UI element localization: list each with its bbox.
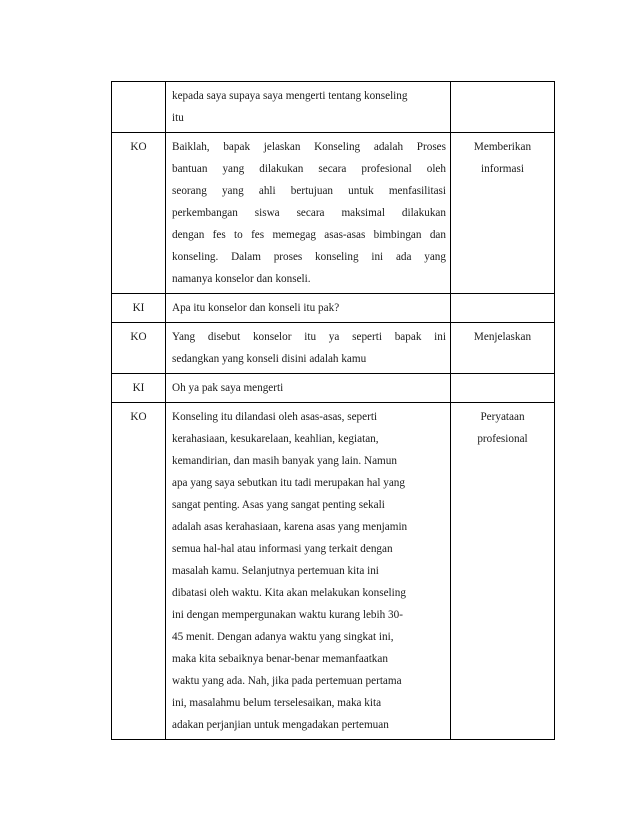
utterance-line: kepada saya supaya saya mengerti tentang konseling bbox=[172, 90, 408, 102]
note-line: Menjelaskan bbox=[473, 331, 532, 343]
utterance-line: ini dengan mempergunakan waktu kurang lebih 30- bbox=[172, 609, 403, 621]
utterance-line: kemandirian, dan masih banyak yang lain. Namun bbox=[172, 455, 397, 467]
utterance-line: seorang yang ahli bertujuan untuk menfasilitasi bbox=[172, 185, 446, 197]
utterance-line: dengan fes to fes memegag asas-asas bimbingan dan bbox=[172, 229, 446, 241]
utterance-line: Oh ya pak saya mengerti bbox=[172, 382, 284, 394]
utterance-line: adalah asas kerahasiaan, karena asas yang menjamin bbox=[172, 521, 408, 533]
transcript-row bbox=[112, 374, 555, 403]
utterance-cell bbox=[166, 374, 451, 403]
transcript-row bbox=[112, 133, 555, 294]
note-cell bbox=[451, 82, 555, 133]
utterance-line: sedangkan yang konseli disini adalah kamu bbox=[172, 353, 367, 365]
note-line: profesional bbox=[477, 433, 528, 445]
note-cell bbox=[451, 403, 555, 740]
transcript-row bbox=[112, 403, 555, 740]
utterance-cell bbox=[166, 82, 451, 133]
speaker-cell: KI bbox=[112, 294, 166, 323]
utterance-line: itu bbox=[172, 112, 184, 124]
speaker-cell: KI bbox=[112, 374, 166, 403]
speaker-cell: KO bbox=[112, 323, 166, 374]
utterance-line: konseling. Dalam proses konseling ini ada yang bbox=[172, 251, 446, 263]
note-cell bbox=[451, 323, 555, 374]
note-cell bbox=[451, 294, 555, 323]
utterance-cell bbox=[166, 294, 451, 323]
utterance-line: Yang disebut konselor itu ya seperti bapak ini bbox=[172, 331, 446, 343]
note-line: informasi bbox=[481, 163, 524, 175]
utterance-line: kerahasiaan, kesukarelaan, keahlian, kegiatan, bbox=[172, 433, 379, 445]
utterance-line: perkembangan siswa secara maksimal dilakukan bbox=[172, 207, 446, 219]
note-cell bbox=[451, 133, 555, 294]
utterance-line: 45 menit. Dengan adanya waktu yang singkat ini, bbox=[172, 631, 394, 643]
speaker-cell: KO bbox=[112, 133, 166, 294]
note-cell bbox=[451, 374, 555, 403]
note-line: Memberikan bbox=[473, 141, 532, 153]
utterance-line: dibatasi oleh waktu. Kita akan melakukan konseling bbox=[172, 587, 406, 599]
note-line: Peryataan bbox=[480, 411, 525, 423]
transcript-row bbox=[112, 82, 555, 133]
utterance-line: ini, masalahmu belum terselesaikan, maka kita bbox=[172, 697, 382, 709]
utterance-line: adakan perjanjian untuk mengadakan pertemuan bbox=[172, 719, 389, 731]
utterance-line: bantuan yang dilakukan secara profesional oleh bbox=[172, 163, 446, 175]
utterance-line: semua hal-hal atau informasi yang terkait dengan bbox=[172, 543, 393, 555]
utterance-cell bbox=[166, 403, 451, 740]
transcript-row bbox=[112, 294, 555, 323]
transcript-body bbox=[112, 82, 555, 740]
utterance-cell bbox=[166, 133, 451, 294]
speaker-cell bbox=[112, 82, 166, 133]
utterance-line: waktu yang ada. Nah, jika pada pertemuan pertama bbox=[172, 675, 402, 687]
transcript-row bbox=[112, 323, 555, 374]
utterance-line: Konseling itu dilandasi oleh asas-asas, seperti bbox=[172, 411, 378, 423]
utterance-line: namanya konselor dan konseli. bbox=[172, 273, 311, 285]
utterance-line: Apa itu konselor dan konseli itu pak? bbox=[172, 302, 340, 314]
utterance-line: maka kita sebaiknya benar-benar memanfaatkan bbox=[172, 653, 388, 665]
utterance-line: apa yang saya sebutkan itu tadi merupakan hal yang bbox=[172, 477, 405, 489]
utterance-cell bbox=[166, 323, 451, 374]
counseling-transcript-table bbox=[111, 81, 555, 740]
utterance-line: masalah kamu. Selanjutnya pertemuan kita ini bbox=[172, 565, 379, 577]
speaker-cell: KO bbox=[112, 403, 166, 740]
utterance-line: Baiklah, bapak jelaskan Konseling adalah Proses bbox=[172, 141, 446, 153]
utterance-line: sangat penting. Asas yang sangat penting sekali bbox=[172, 499, 385, 511]
